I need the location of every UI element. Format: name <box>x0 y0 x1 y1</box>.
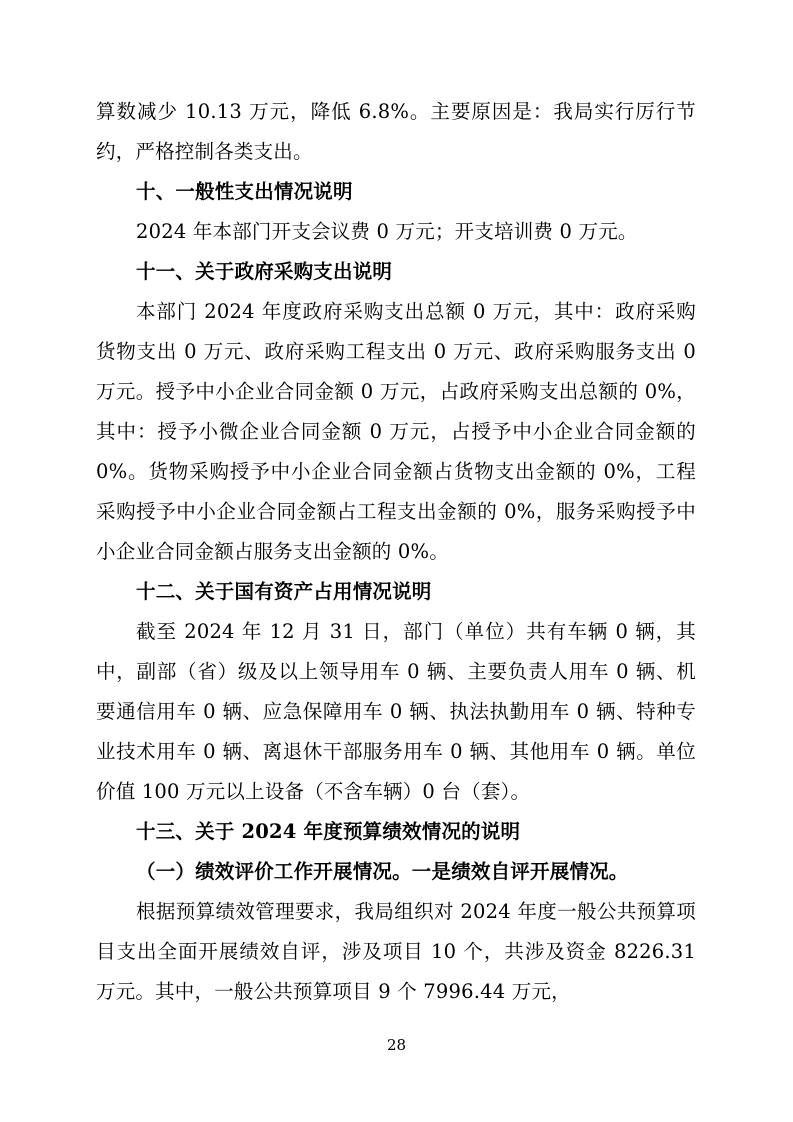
paragraph-continuation: 算数减少 10.13 万元，降低 6.8%。主要原因是：我局实行厉行节约，严格控制各类支出。 <box>96 100 696 163</box>
sub-heading-performance-evaluation: （一）绩效评价工作开展情况。一是绩效自评开展情况。 <box>136 860 629 883</box>
section-heading-twelve: 十二、关于国有资产占用情况说明 <box>136 580 432 603</box>
section-heading-thirteen: 十三、关于 2024 年度预算绩效情况的说明 <box>136 820 521 843</box>
paragraph-government-procurement: 本部门 2024 年度政府采购支出总额 0 万元，其中：政府采购货物支出 0 万元、政府采购工程支出 0 万元、政府采购服务支出 0 万元。授予中小企业合同金额 0 万元，占政府采购支出总额的 0%，其中：授予小微企业合同金额 0 万元，占授予中小企业合同金额的 0%。货物采购授予中小企业合同金额占货物支出金额的 0%，工程采购授予中小企业合同金额占工程支出金额的 0%，服务采购授予中小企业合同金额占服务支出金额的 0%。 <box>96 300 696 563</box>
section-heading-ten: 十、一般性支出情况说明 <box>136 180 353 203</box>
paragraph-state-assets: 截至 2024 年 12 月 31 日，部门（单位）共有车辆 0 辆，其中，副部（省）级及以上领导用车 0 辆、主要负责人用车 0 辆、机要通信用车 0 辆、应急保障用车 0 辆、执法执勤用车 0 辆、特种专业技术用车 0 辆、离退休干部服务用车 0 辆、其他用车 0 辆。单位价值 100 万元以上设备（不含车辆）0 台（套）。 <box>96 620 696 803</box>
paragraph-general-expenditure: 2024 年本部门开支会议费 0 万元；开支培训费 0 万元。 <box>136 220 638 243</box>
document-body <box>96 92 696 1012</box>
paragraph-performance-self-evaluation: 根据预算绩效管理要求，我局组织对 2024 年度一般公共预算项目支出全面开展绩效自评，涉及项目 10 个，共涉及资金 8226.31 万元。其中，一般公共预算项目 9 个 7996.44 万元， <box>96 900 696 1003</box>
section-heading-eleven: 十一、关于政府采购支出说明 <box>136 260 393 283</box>
page-number: 28 <box>386 1036 407 1054</box>
